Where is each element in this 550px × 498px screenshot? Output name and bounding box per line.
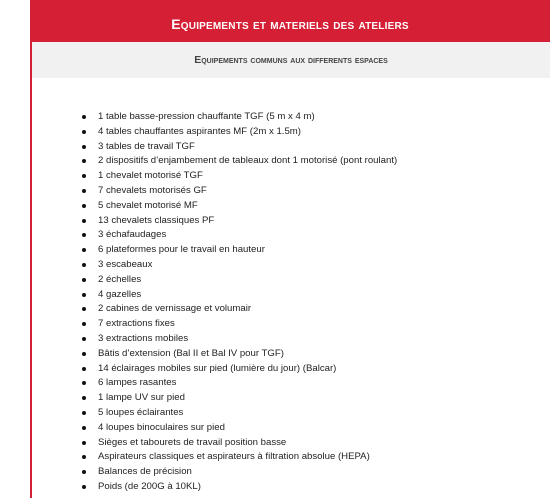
list-item <box>80 184 397 199</box>
list-item <box>80 362 397 377</box>
list-item <box>80 347 397 362</box>
list-item <box>80 465 397 480</box>
list-item <box>80 110 397 125</box>
bullet-icon <box>82 396 86 400</box>
subsection-title: Equipements communs aux differents espaces <box>194 54 388 66</box>
subsection-heading <box>32 42 550 78</box>
list-item <box>80 199 397 214</box>
bullet-icon <box>82 411 86 415</box>
list-item-text: 13 chevalets classiques PF <box>98 214 215 226</box>
list-item-text: 1 chevalet motorisé TGF <box>98 170 203 182</box>
bullet-icon <box>82 145 86 149</box>
list-item-text: Poids (de 200G à 10KL) <box>98 480 201 492</box>
bullet-icon <box>82 159 86 163</box>
section-heading <box>30 6 550 42</box>
bullet-icon <box>82 337 86 341</box>
list-item-text: 1 lampe UV sur pied <box>98 392 185 404</box>
list-item-text: 6 lampes rasantes <box>98 377 177 389</box>
list-item-text: 6 plateformes pour le travail en hauteur <box>98 244 265 256</box>
bullet-icon <box>82 455 86 459</box>
list-item-text: Aspirateurs classiques et aspirateurs à filtration absolue (HEPA) <box>98 451 370 463</box>
list-item <box>80 258 397 273</box>
list-item <box>80 421 397 436</box>
list-item-text: 4 gazelles <box>98 288 142 300</box>
list-item <box>80 214 397 229</box>
list-item <box>80 169 397 184</box>
equipment-list <box>80 110 397 495</box>
bullet-icon <box>82 293 86 297</box>
list-item <box>80 450 397 465</box>
list-item-text: 2 dispositifs d’enjambement de tableaux dont 1 motorisé (pont roulant) <box>98 155 398 167</box>
bullet-icon <box>82 233 86 237</box>
bullet-icon <box>82 322 86 326</box>
list-item-text: 3 tables de travail TGF <box>98 140 195 152</box>
list-item-text: 3 échafaudages <box>98 229 167 241</box>
bullet-icon <box>82 189 86 193</box>
bullet-icon <box>82 130 86 134</box>
list-item <box>80 140 397 155</box>
list-item <box>80 317 397 332</box>
list-item-text: 7 chevalets motorisés GF <box>98 184 207 196</box>
list-item <box>80 332 397 347</box>
bullet-icon <box>82 307 86 311</box>
bullet-icon <box>82 263 86 267</box>
bullet-icon <box>82 248 86 252</box>
list-item-text: Sièges et tabourets de travail position basse <box>98 436 287 448</box>
list-item <box>80 406 397 421</box>
section-title: Equipements et materiels des ateliers <box>171 16 409 32</box>
bullet-icon <box>82 367 86 371</box>
bullet-icon <box>82 174 86 178</box>
list-item <box>80 154 397 169</box>
list-item-text: 2 échelles <box>98 273 142 285</box>
list-item-text: 3 extractions mobiles <box>98 332 189 344</box>
list-item <box>80 273 397 288</box>
list-item-text: 2 cabines de vernissage et volumair <box>98 303 252 315</box>
bullet-icon <box>82 278 86 282</box>
bullet-icon <box>82 381 86 385</box>
list-item <box>80 302 397 317</box>
list-item <box>80 243 397 258</box>
list-item-text: 7 extractions fixes <box>98 318 175 330</box>
list-item-text: 5 loupes éclairantes <box>98 406 184 418</box>
list-item-text: 14 éclairages mobiles sur pied (lumière du jour) (Balcar) <box>98 362 337 374</box>
bullet-icon <box>82 352 86 356</box>
list-item-text: 3 escabeaux <box>98 258 153 270</box>
list-item-text: 5 chevalet motorisé MF <box>98 199 198 211</box>
bullet-icon <box>82 485 86 489</box>
bullet-icon <box>82 470 86 474</box>
list-item <box>80 391 397 406</box>
list-item <box>80 480 397 495</box>
list-item-text: 4 loupes binoculaires sur pied <box>98 421 225 433</box>
list-item <box>80 436 397 451</box>
list-item <box>80 228 397 243</box>
bullet-icon <box>82 204 86 208</box>
list-item <box>80 288 397 303</box>
bullet-icon <box>82 441 86 445</box>
list-item <box>80 376 397 391</box>
bullet-icon <box>82 219 86 223</box>
list-item <box>80 125 397 140</box>
list-item-text: Balances de précision <box>98 466 192 478</box>
bullet-icon <box>82 115 86 119</box>
list-item-text: 4 tables chauffantes aspirantes MF (2m x 1.5m) <box>98 125 301 137</box>
list-item-text: 1 table basse-pression chauffante TGF (5 m x 4 m) <box>98 111 315 122</box>
bullet-icon <box>82 426 86 430</box>
list-item-text: Bâtis d’extension (Bal II et Bal IV pour TGF) <box>98 347 284 359</box>
